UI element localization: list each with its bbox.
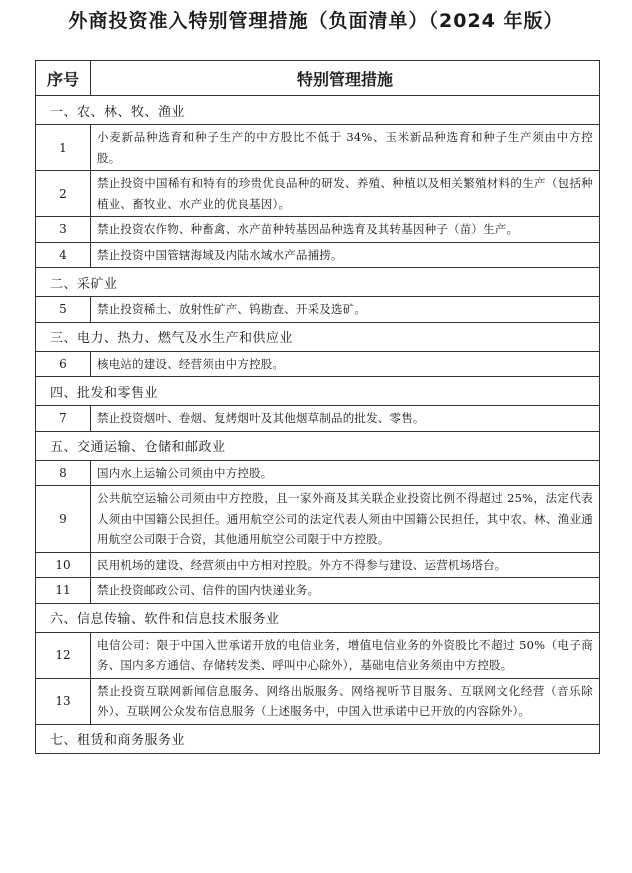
negative-list-table bbox=[35, 60, 600, 754]
table-row bbox=[36, 297, 600, 323]
table-row bbox=[36, 578, 600, 604]
measure-text: 禁止投资烟叶、卷烟、复烤烟叶及其他烟草制品的批发、零售。 bbox=[91, 406, 600, 432]
table-row bbox=[36, 406, 600, 432]
row-number: 7 bbox=[36, 406, 91, 432]
measure-text: 电信公司：限于中国入世承诺开放的电信业务，增值电信业务的外资股比不超过 50%（电子商务、国内多方通信、存储转发类、呼叫中心除外），基础电信业务须由中方控股。 bbox=[91, 632, 600, 678]
row-number: 2 bbox=[36, 171, 91, 217]
section-header-row bbox=[36, 322, 600, 351]
section-heading: 四、批发和零售业 bbox=[36, 377, 600, 406]
table-row bbox=[36, 171, 600, 217]
row-number: 3 bbox=[36, 217, 91, 243]
measure-text: 小麦新品种选育和种子生产的中方股比不低于 34%、玉米新品种选育和种子生产须由中方控股。 bbox=[91, 125, 600, 171]
row-number: 12 bbox=[36, 632, 91, 678]
measure-text: 禁止投资稀土、放射性矿产、钨勘查、开采及选矿。 bbox=[91, 297, 600, 323]
measure-text: 禁止投资邮政公司、信件的国内快递业务。 bbox=[91, 578, 600, 604]
row-number: 9 bbox=[36, 486, 91, 553]
measure-text: 禁止投资互联网新闻信息服务、网络出版服务、网络视听节目服务、互联网文化经营（音乐除外）、互联网公众发布信息服务（上述服务中，中国入世承诺中已开放的内容除外）。 bbox=[91, 678, 600, 724]
row-number: 8 bbox=[36, 460, 91, 486]
table-row bbox=[36, 242, 600, 268]
row-number: 13 bbox=[36, 678, 91, 724]
row-number: 1 bbox=[36, 125, 91, 171]
section-header-row bbox=[36, 603, 600, 632]
section-heading: 二、采矿业 bbox=[36, 268, 600, 297]
table-header-row bbox=[36, 61, 600, 96]
section-header-row bbox=[36, 96, 600, 125]
measure-text: 禁止投资农作物、种畜禽、水产苗种转基因品种选育及其转基因种子（苗）生产。 bbox=[91, 217, 600, 243]
section-header-row bbox=[36, 431, 600, 460]
measure-text: 核电站的建设、经营须由中方控股。 bbox=[91, 351, 600, 377]
row-number: 11 bbox=[36, 578, 91, 604]
measure-text: 禁止投资中国稀有和特有的珍贵优良品种的研发、养殖、种植以及相关繁殖材料的生产（包括种植业、畜牧业、水产业的优良基因）。 bbox=[91, 171, 600, 217]
section-heading: 三、电力、热力、燃气及水生产和供应业 bbox=[36, 322, 600, 351]
measure-text: 公共航空运输公司须由中方控股，且一家外商及其关联企业投资比例不得超过 25%，法定代表人须由中国籍公民担任。通用航空公司的法定代表人须由中国籍公民担任，其中农、林、渔业通用航空公司限于合资，其他通用航空公司限于中方控股。 bbox=[91, 486, 600, 553]
table-row bbox=[36, 351, 600, 377]
table-row bbox=[36, 460, 600, 486]
row-number: 10 bbox=[36, 552, 91, 578]
section-heading: 六、信息传输、软件和信息技术服务业 bbox=[36, 603, 600, 632]
section-heading: 七、租赁和商务服务业 bbox=[36, 724, 600, 753]
section-heading: 一、农、林、牧、渔业 bbox=[36, 96, 600, 125]
measure-text: 国内水上运输公司须由中方控股。 bbox=[91, 460, 600, 486]
measure-text: 民用机场的建设、经营须由中方相对控股。外方不得参与建设、运营机场塔台。 bbox=[91, 552, 600, 578]
section-header-row bbox=[36, 377, 600, 406]
section-header-row bbox=[36, 268, 600, 297]
row-number: 6 bbox=[36, 351, 91, 377]
table-row bbox=[36, 486, 600, 553]
header-special-measures: 特别管理措施 bbox=[91, 61, 600, 96]
row-number: 4 bbox=[36, 242, 91, 268]
table-row bbox=[36, 552, 600, 578]
document-title: 外商投资准入特别管理措施（负面清单）（2024 年版） bbox=[68, 10, 564, 32]
table-row bbox=[36, 632, 600, 678]
section-heading: 五、交通运输、仓储和邮政业 bbox=[36, 431, 600, 460]
table-row bbox=[36, 678, 600, 724]
header-serial-number: 序号 bbox=[36, 61, 91, 96]
table-body bbox=[36, 96, 600, 754]
table-row bbox=[36, 217, 600, 243]
measure-text: 禁止投资中国管辖海域及内陆水域水产品捕捞。 bbox=[91, 242, 600, 268]
section-header-row bbox=[36, 724, 600, 753]
row-number: 5 bbox=[36, 297, 91, 323]
table-row bbox=[36, 125, 600, 171]
